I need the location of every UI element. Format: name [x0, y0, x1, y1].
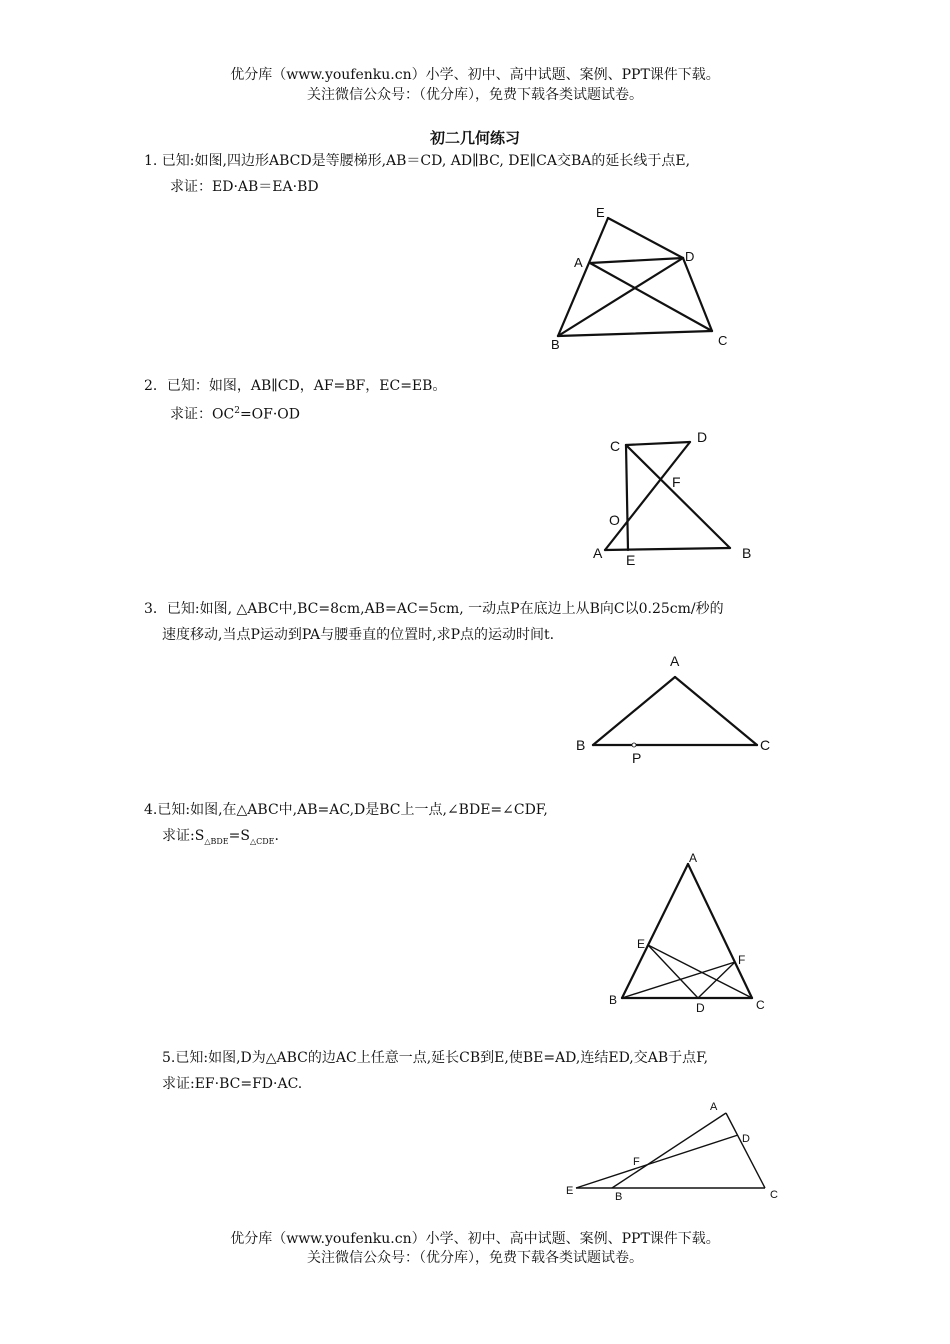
- header-line-2: 关注微信公众号：（优分库），免费下载各类试题试卷。: [307, 87, 643, 103]
- problem-3-statement: 3．已知:如图, △ABC中,BC=8cm,AB=AC=5cm, 一动点P在底边上从B向C以0.25cm/秒的: [144, 601, 724, 617]
- figure-2-segments: [605, 442, 730, 550]
- label-B: B: [609, 993, 618, 1007]
- problem-2-proof-post: =OF·OD: [239, 406, 301, 423]
- problem-2-proof-pre: 求证：OC: [170, 406, 235, 423]
- label-C: C: [756, 998, 765, 1012]
- label-D: D: [697, 429, 708, 445]
- label-C: C: [610, 438, 621, 454]
- page-title: 初二几何练习: [429, 129, 520, 147]
- label-B: B: [576, 737, 586, 753]
- problem-4-proof-mid: =S: [228, 828, 250, 844]
- problem-4-sub2: △CDE: [249, 836, 275, 846]
- problem-2-proof-sup: 2: [234, 406, 240, 416]
- figure-5-segments: [576, 1113, 765, 1188]
- figure-3-isosceles: [570, 650, 780, 770]
- header-line-1: 优分库（www.youfenku.cn）小学、初中、高中试题、案例、PPT课件下载。: [230, 67, 720, 83]
- label-C: C: [770, 1189, 778, 1201]
- problem-3-question: 速度移动,当点P运动到PA与腰垂直的位置时,求P点的运动时间t.: [162, 627, 555, 643]
- label-D: D: [685, 249, 695, 264]
- footer-line-2: 关注微信公众号：（优分库），免费下载各类试题试卷。: [307, 1250, 643, 1266]
- label-D: D: [742, 1133, 750, 1145]
- figure-4-triangle: [600, 850, 780, 1020]
- label-E: E: [596, 205, 605, 220]
- label-A: A: [574, 255, 583, 270]
- problem-4-sub1: △BDE: [204, 836, 229, 846]
- label-C: C: [718, 333, 728, 348]
- label-A: A: [710, 1101, 718, 1113]
- problem-5-proof: 求证:EF·BC=FD·AC.: [162, 1076, 303, 1092]
- problem-1-proof: 求证：ED·AB＝EA·BD: [170, 179, 319, 195]
- figure-1-trapezoid: [540, 200, 750, 360]
- label-E: E: [566, 1185, 574, 1197]
- label-A: A: [670, 653, 680, 669]
- figure-1-segments: [558, 218, 712, 336]
- label-P: P: [632, 750, 642, 766]
- label-F: F: [672, 474, 681, 490]
- label-A: A: [689, 851, 698, 865]
- figure-2-parallel: [590, 425, 760, 570]
- problem-5-statement: 5.已知:如图,D为△ABC的边AC上任意一点,延长CB到E,使BE=AD,连结ED,交AB于点F,: [162, 1050, 709, 1066]
- figure-4-segments: [622, 864, 752, 998]
- label-O: O: [609, 512, 620, 528]
- problem-4-statement: 4.已知:如图,在△ABC中,AB=AC,D是BC上一点,∠BDE=∠CDF,: [144, 802, 548, 818]
- figure-5-triangle: [560, 1095, 790, 1205]
- label-A: A: [593, 545, 603, 561]
- problem-1-statement: 1. 已知:如图,四边形ABCD是等腰梯形,AB＝CD, AD∥BC, DE∥CA交BA的延长线于点E,: [144, 153, 691, 169]
- problem-4-proof-pre: 求证:S: [162, 828, 205, 844]
- label-B: B: [742, 545, 752, 561]
- point-P-marker: [632, 743, 636, 747]
- label-E: E: [637, 937, 646, 951]
- footer-line-1: 优分库（www.youfenku.cn）小学、初中、高中试题、案例、PPT课件下载。: [230, 1231, 720, 1247]
- problem-2-proof: [170, 402, 300, 424]
- label-F: F: [738, 953, 746, 967]
- label-F: F: [633, 1156, 640, 1168]
- label-B: B: [551, 337, 560, 352]
- label-B: B: [615, 1191, 623, 1203]
- label-D: D: [696, 1001, 705, 1015]
- label-C: C: [760, 737, 771, 753]
- label-E: E: [626, 552, 636, 568]
- problem-4-proof-post: .: [274, 828, 279, 844]
- figure-3-segments: [593, 677, 757, 745]
- problem-4-proof: [162, 827, 279, 851]
- problem-2-statement: 2．已知：如图，AB∥CD，AF=BF，EC=EB。: [144, 378, 447, 394]
